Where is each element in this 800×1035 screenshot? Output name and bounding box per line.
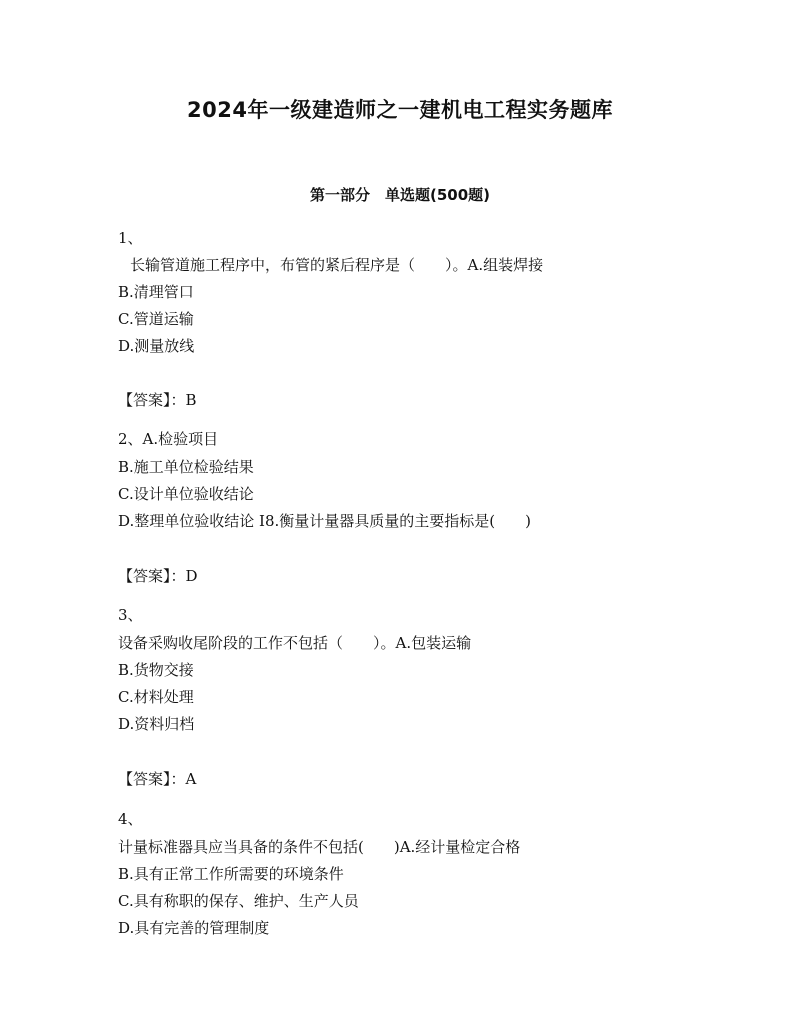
question-4-option-d: D.具有完善的管理制度 <box>118 919 270 937</box>
question-4-option-c: C.具有称职的保存、维护、生产人员 <box>118 892 359 910</box>
question-1-answer: 【答案】：B <box>118 391 197 409</box>
question-1-stem: 长输管道施工程序中，布管的紧后程序是（ ）。A.组装焊接 <box>130 256 544 274</box>
question-2-option-d: D.整理单位验收结论 I8.衡量计量器具质量的主要指标是( ) <box>118 512 531 530</box>
question-3-option-c: C.材料处理 <box>118 688 194 706</box>
question-3-answer: 【答案】：A <box>118 770 197 788</box>
question-3-number: 3、 <box>118 606 143 624</box>
question-2-option-c: C.设计单位验收结论 <box>118 485 254 503</box>
question-4-option-b: B.具有正常工作所需要的环境条件 <box>118 865 344 883</box>
question-2-stem: 2、A.检验项目 <box>118 430 219 448</box>
question-2-answer: 【答案】：D <box>118 567 198 585</box>
question-3-option-b: B.货物交接 <box>118 661 194 679</box>
question-1-option-d: D.测量放线 <box>118 337 195 355</box>
question-1-option-b: B.清理管口 <box>118 283 194 301</box>
question-1-option-c: C.管道运输 <box>118 310 194 328</box>
question-3-option-d: D.资料归档 <box>118 715 195 733</box>
question-4-number: 4、 <box>118 810 143 828</box>
question-1-number: 1、 <box>118 229 143 247</box>
document-title: 2024年一级建造师之一建机电工程实务题库 <box>187 98 613 122</box>
question-4-stem: 计量标准器具应当具备的条件不包括( )A.经计量检定合格 <box>118 838 521 856</box>
section-title: 第一部分 单选题(500题) <box>309 186 491 204</box>
question-2-option-b: B.施工单位检验结果 <box>118 458 254 476</box>
question-3-stem: 设备采购收尾阶段的工作不包括（ ）。A.包装运输 <box>118 634 472 652</box>
